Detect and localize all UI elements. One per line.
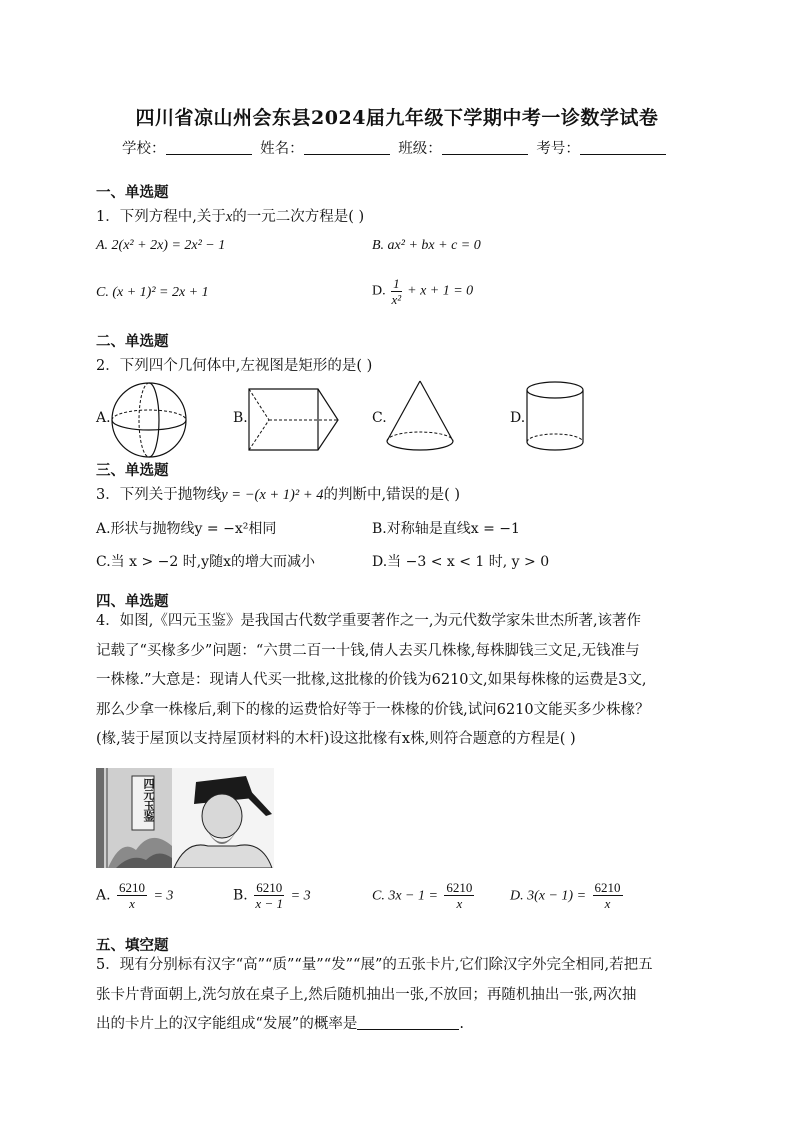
q4-b-denominator: x − 1 [255,896,283,911]
q3-stem [96,483,460,504]
q4-d-numerator: 6210 [594,880,621,895]
q4-a-label: A. [96,887,111,904]
q2-option-b[interactable]: B. [233,410,248,426]
cone-icon [384,379,456,457]
q4-line-4: 那么少拿一株椽后,剩下的椽的运费恰好等于一株椽的价钱,试问6210文能买多少株椽？ [96,701,650,718]
q1-option-c[interactable]: C. (x + 1)² = 2x + 1 [96,285,209,300]
q4-a-rest: = 3 [153,888,174,904]
q4-option-d[interactable] [510,880,625,911]
q1-var: x [225,209,233,225]
cylinder-icon [524,380,586,458]
q4-b-rest: = 3 [290,888,311,904]
section-heading-3: 三、单选题 [96,462,169,479]
q5-line-1: 5．现有分别标有汉字“高”“质”“量”“发”“展”的五张卡片,它们除汉字外完全相同,若把五 [96,957,653,973]
q1-option-d[interactable] [372,276,473,307]
q3-stem-pre: 3．下列关于抛物线 [96,487,222,503]
siyuan-yujian-illustration [96,768,274,868]
section-heading-4: 四、单选题 [96,593,169,610]
q4-c-label: C. 3x − 1 = [372,888,438,904]
q4-c-numerator: 6210 [446,880,473,895]
q1-d-numerator: 1 [393,276,400,291]
q5-line-3 [96,1010,702,1040]
q5-answer-blank[interactable] [357,1017,459,1030]
q1-d-denominator: x² [391,292,402,307]
q4-b-numerator: 6210 [256,880,283,895]
q1-option-b[interactable]: B. ax² + bx + c = 0 [372,238,481,253]
q1-stem-end: 的一元二次方程是( ) [232,209,365,225]
q3-option-c[interactable]: C.当 x > −2 时,y随x的增大而减小 [96,554,315,570]
class-label: 班级： [398,141,442,157]
q4-a-numerator: 6210 [119,880,146,895]
section-heading-5: 五、填空题 [96,937,169,954]
triangular-prism-icon [246,386,342,454]
q4-a-denominator: x [129,896,135,911]
q5-line-3-text: 出的卡片上的汉字能组成“发展”的概率是 [96,1016,358,1032]
q4-option-a[interactable] [96,880,173,911]
sphere-icon [108,381,190,459]
number-label: 考号： [536,141,580,157]
q4-option-c[interactable] [372,880,476,911]
q2-option-a[interactable]: A. [96,410,111,426]
q3-option-d[interactable]: D.当 −3 < x < 1 时, y > 0 [372,554,550,570]
page-title: 四川省凉山州会东县2024届九年级下学期中考一诊数学试卷 [135,107,659,129]
q5-end: . [459,1016,464,1032]
q4-d-label: D. 3(x − 1) = [510,888,587,904]
q3-stem-end: 的判断中,错误的是( ) [323,487,461,503]
q4-option-b[interactable] [233,880,311,911]
q1-stem-text: 1．下列方程中,关于 [96,209,226,225]
q4-line-1: 4．如图,《四元玉鉴》是我国古代数学重要著作之一,为元代数学家朱世杰所著,该著作 [96,613,642,629]
q4-line-5: (椽,装于屋顶以支持屋顶材料的木杆)设这批椽有x株,则符合题意的方程是( ) [96,731,576,747]
q1-d-label: D. [372,283,386,299]
q2-option-d[interactable]: D. [510,410,526,426]
q3-option-b[interactable]: B.对称轴是直线x = −1 [372,521,520,537]
q2-stem: 2．下列四个几何体中,左视图是矩形的是( ) [96,358,373,374]
q3-equation: y = −(x + 1)² + 4 [221,487,324,503]
school-blank[interactable] [166,140,252,155]
q4-line-3: 一株椽.”大意是：现请人代买一批椽,这批椽的价钱为6210文,如果每株椽的运费是3文, [96,672,647,688]
q5-line-2: 张卡片背面朝上,洗匀放在桌子上,然后随机抽出一张,不放回；再随机抽出一张,两次抽 [96,986,637,1003]
q1-stem [96,205,364,226]
q3-option-a[interactable]: A.形状与抛物线y = −x²相同 [96,521,277,537]
q4-b-label: B. [233,887,248,904]
student-info-line [122,137,670,158]
class-blank[interactable] [442,140,528,155]
section-heading-2: 二、单选题 [96,333,169,350]
q2-option-c[interactable]: C. [372,410,387,426]
q4-c-denominator: x [456,896,463,911]
number-blank[interactable] [580,140,666,155]
q4-line-2: 记载了“买椽多少”问题：“六贯二百一十钱,倩人去买几株椽,每株脚钱三文足,无钱准与 [96,642,640,659]
section-heading-1: 一、单选题 [96,184,169,201]
q1-d-rest: + x + 1 = 0 [407,283,474,299]
q5-stem [96,951,702,1040]
q4-d-denominator: x [604,896,611,911]
q4-stem [96,607,702,755]
book-title: 四元玉鉴 [142,778,155,822]
name-blank[interactable] [304,140,390,155]
q1-option-a[interactable]: A. 2(x² + 2x) = 2x² − 1 [96,238,226,253]
school-label: 学校： [122,141,166,157]
name-label: 姓名： [260,141,304,157]
